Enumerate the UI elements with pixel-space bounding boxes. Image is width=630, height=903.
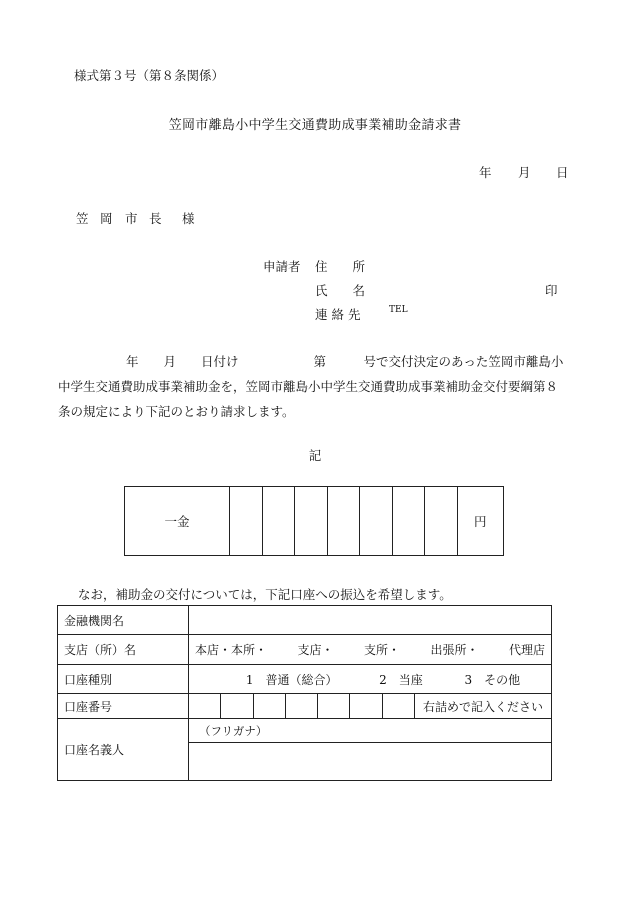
address-label: 住 所 bbox=[315, 259, 366, 274]
amount-digit-cell[interactable] bbox=[328, 487, 361, 555]
paragraph-line: 条の規定により下記のとおり請求します。 bbox=[58, 404, 295, 419]
account-type-option: 2 当座 bbox=[379, 672, 423, 687]
document-title: 笠岡市離島小中学生交通費助成事業補助金請求書 bbox=[168, 118, 462, 133]
branch-option: 本店・本所・ bbox=[195, 643, 268, 657]
note-mark: 記 bbox=[308, 448, 322, 463]
bank-account-table bbox=[57, 605, 552, 781]
branch-options[interactable] bbox=[189, 635, 552, 665]
date-month-label: 月 bbox=[518, 165, 531, 180]
account-holder-label: 口座名義人 bbox=[58, 719, 189, 781]
account-type-label: 口座種別 bbox=[58, 665, 189, 694]
bank-transfer-note: なお，補助金の交付については，下記口座への振込を希望します。 bbox=[78, 587, 452, 602]
branch-label: 支店（所）名 bbox=[58, 635, 189, 665]
amount-digit-cell[interactable] bbox=[393, 487, 426, 555]
account-digit-cell[interactable] bbox=[221, 694, 253, 718]
paragraph-line: 年 月 日付け 第 号で交付決定のあった笠岡市離島小 bbox=[126, 354, 564, 369]
seal-mark: 印 bbox=[545, 283, 558, 298]
addressee bbox=[76, 209, 195, 227]
account-digit-cell[interactable] bbox=[383, 694, 415, 718]
name-label: 氏 名 bbox=[315, 283, 366, 298]
form-number: 様式第３号（第８条関係） bbox=[74, 68, 225, 83]
account-number-cells bbox=[189, 694, 552, 719]
addressee-char: 岡 bbox=[100, 211, 113, 226]
account-digit-cell[interactable] bbox=[286, 694, 318, 718]
date-year-label: 年 bbox=[479, 165, 492, 180]
account-number-instruction: 右詰めで記入ください bbox=[423, 699, 544, 714]
amount-box bbox=[124, 486, 504, 556]
branch-option: 代理店 bbox=[508, 643, 545, 657]
addressee-char: 様 bbox=[182, 211, 195, 226]
paragraph-line: 中学生交通費助成事業補助金を，笠岡市離島小中学生交通費助成事業補助金交付要綱第８ bbox=[58, 379, 559, 394]
amount-unit: 円 bbox=[473, 514, 487, 529]
account-digit-cell[interactable] bbox=[254, 694, 286, 718]
branch-option: 支店・ bbox=[297, 643, 334, 657]
addressee-char: 長 bbox=[149, 211, 162, 226]
account-type-options[interactable] bbox=[189, 665, 552, 694]
amount-digit-cell[interactable] bbox=[263, 487, 296, 555]
amount-digit-cell[interactable] bbox=[295, 487, 328, 555]
branch-option: 出張所・ bbox=[430, 643, 479, 657]
amount-digit-cell[interactable] bbox=[360, 487, 393, 555]
amount-digit-cell[interactable] bbox=[230, 487, 263, 555]
applicant-label: 申請者 bbox=[263, 259, 301, 274]
branch-option: 支所・ bbox=[363, 643, 400, 657]
account-digit-cell[interactable] bbox=[189, 694, 221, 718]
account-number-label: 口座番号 bbox=[58, 694, 189, 719]
account-digit-cell[interactable] bbox=[350, 694, 382, 718]
request-paragraph bbox=[58, 349, 578, 424]
addressee-char: 笠 bbox=[76, 211, 89, 226]
account-digit-cell[interactable] bbox=[318, 694, 350, 718]
amount-digit-cell[interactable] bbox=[425, 487, 458, 555]
furigana-label: （フリガナ） bbox=[199, 723, 268, 738]
tel-label: TEL bbox=[389, 305, 408, 315]
account-holder-input[interactable] bbox=[189, 743, 552, 781]
account-type-option: 3 その他 bbox=[464, 672, 521, 687]
account-type-option: 1 普通（総合） bbox=[245, 672, 338, 687]
date-day-label: 日 bbox=[556, 165, 569, 180]
addressee-char: 市 bbox=[125, 211, 138, 226]
institution-label: 金融機関名 bbox=[58, 606, 189, 635]
institution-input[interactable] bbox=[189, 606, 552, 635]
contact-label: 連 絡 先 bbox=[315, 307, 361, 322]
furigana-input[interactable] bbox=[189, 719, 552, 743]
amount-label: 一金 bbox=[125, 487, 230, 555]
